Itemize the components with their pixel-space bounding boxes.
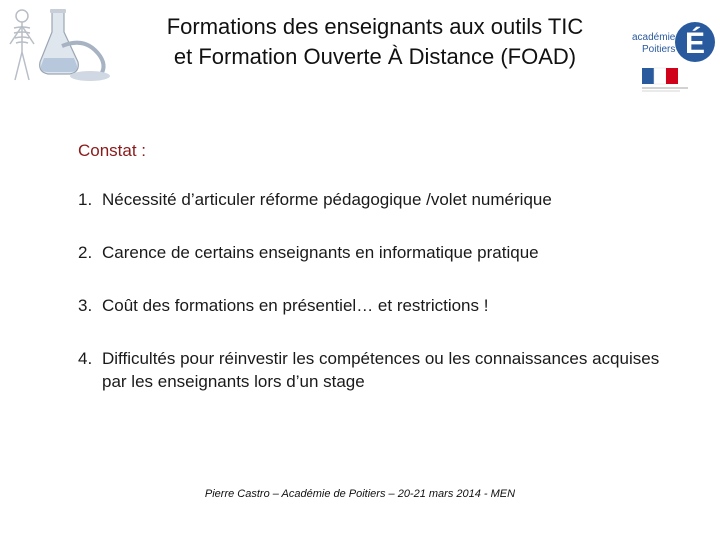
- point-list: [78, 188, 678, 393]
- point-text: Carence de certains enseignants en informatique pratique: [102, 243, 539, 262]
- slide-title: [130, 12, 620, 72]
- point-number: 2.: [78, 243, 93, 262]
- logo-letter: É: [684, 27, 706, 60]
- logo-line-2: Poitiers: [642, 44, 676, 55]
- lab-illustration-icon: [4, 6, 114, 84]
- skeleton-icon: [10, 10, 34, 80]
- list-item: [78, 294, 678, 317]
- constat-label: Constat :: [78, 141, 147, 160]
- point-text: Difficultés pour réinvestir les compétences ou les connaissances acquises par les enseignants lors d’un stage: [102, 349, 660, 391]
- title-line-2: et Formation Ouverte À Distance (FOAD): [173, 44, 577, 69]
- title-line-1: Formations des enseignants aux outils TIC: [166, 14, 584, 39]
- list-item: [78, 188, 678, 211]
- point-text: Nécessité d’articuler réforme pédagogique /volet numérique: [102, 190, 552, 209]
- logo-line-1: académie: [632, 32, 676, 43]
- academie-logo-icon: [628, 4, 718, 94]
- french-flag-icon: [642, 68, 678, 84]
- list-item: [78, 347, 678, 393]
- footer-credit: Pierre Castro – Académie de Poitiers – 20-21 mars 2014 - MEN: [204, 488, 516, 500]
- point-number: 3.: [78, 296, 93, 315]
- point-text: Coût des formations en présentiel… et restrictions !: [102, 296, 489, 315]
- point-number: 1.: [78, 190, 93, 209]
- list-item: [78, 241, 678, 264]
- point-number: 4.: [78, 349, 93, 368]
